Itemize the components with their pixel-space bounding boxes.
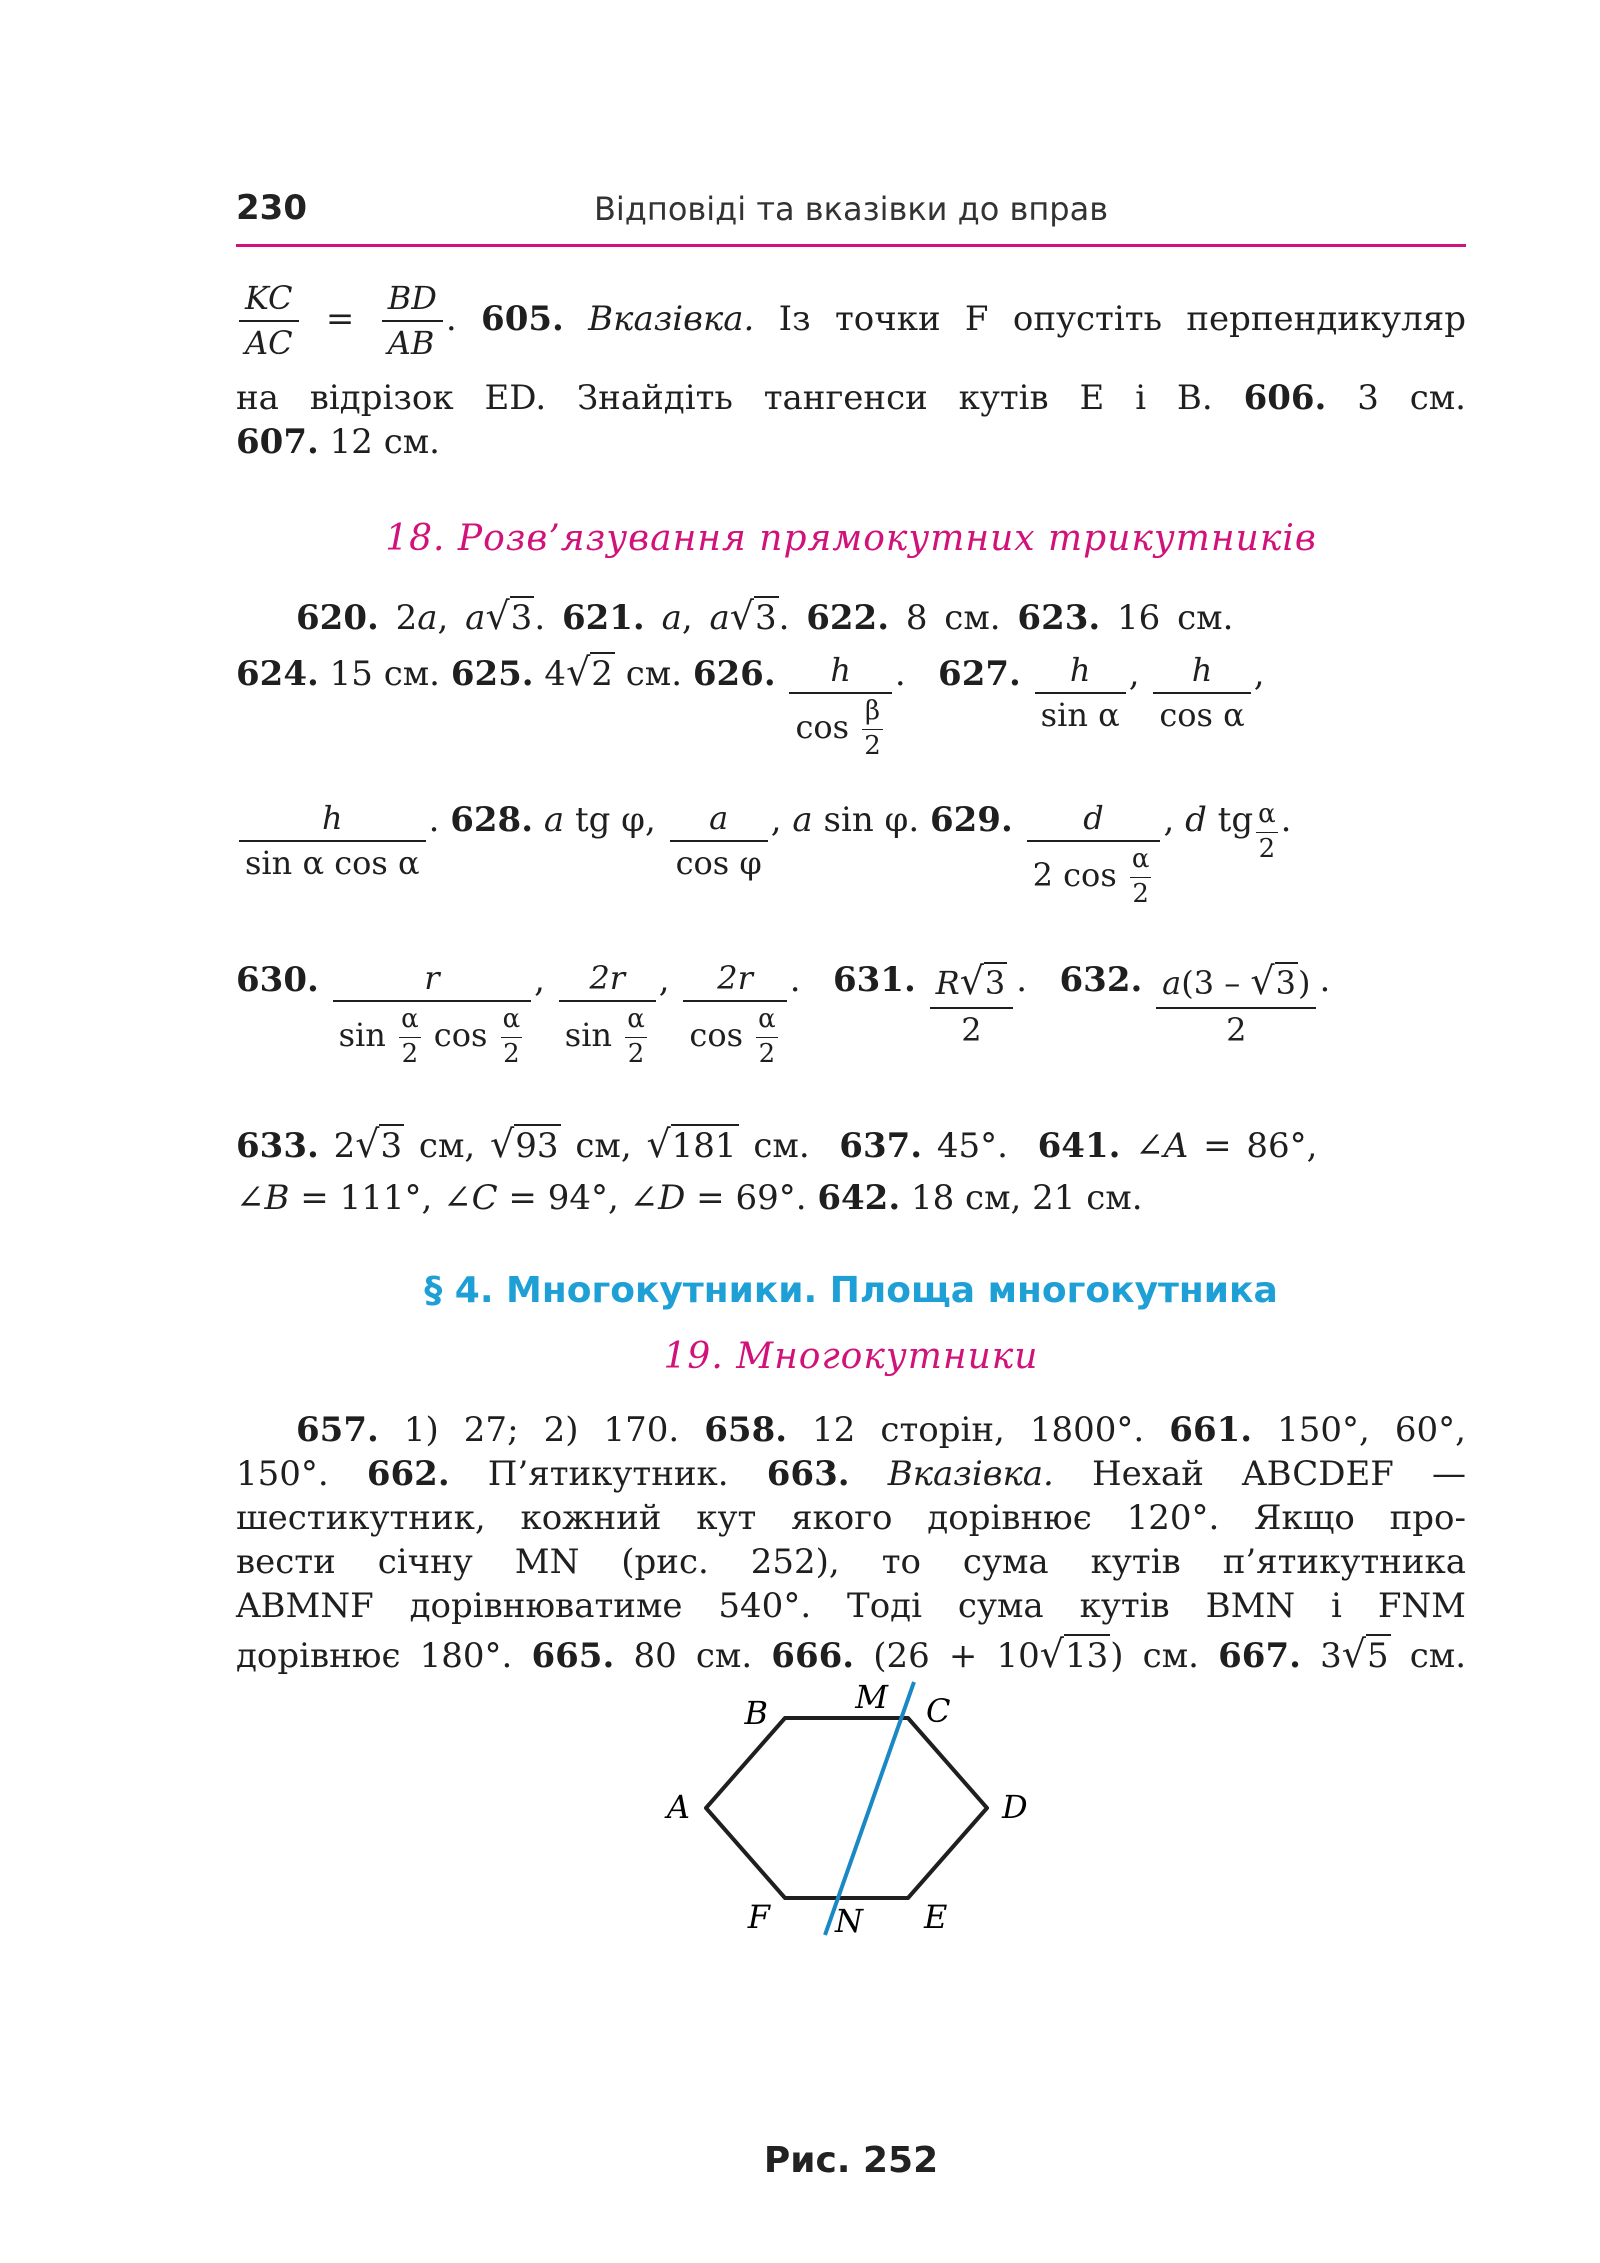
answer-line-641: ∠B = 111°, ∠C = 94°, ∠D = 69°. 642. 18 см, 21 см. [236, 1178, 1143, 1218]
label-e: E [924, 1898, 948, 1936]
running-title: Відповіді та вказівки до вправ [593, 190, 1109, 228]
fraction-627a: $\frac{h}{\text{sin α}}$ [1035, 652, 1126, 734]
answer-line-624: 624. 15 см. 625. 4√2 см. 626. h cos $\frac{\beta}{2}$ . 627. $\frac{h}{\text{sin α}}$ , $\frac{h}{\text{cos α}}$ , [236, 650, 1265, 761]
answer-line-657: 657. 1) 27; 2) 170. 658. 12 сторін, 1800°. 661. 150°, 60°, [296, 1410, 1466, 1450]
label-b: B [744, 1694, 768, 1732]
fraction-627c: $\frac{h}{\text{sin α cos α}}$ [239, 800, 426, 882]
fraction-kc-ac: $\frac{KC}{AC}$ [239, 280, 299, 362]
answer-line-662: 150°. 662. П’ятикутник. 663. Вказівка. Нехай ABCDEF — [236, 1454, 1467, 1494]
answer-line-605: $\frac{KC}{AC}$ = $\frac{BD}{AB}$ . 605. Вказівка. Із точки F опустіть перпендикуляр [236, 280, 1466, 362]
section-19-title: 19. Многокутники [663, 1336, 1039, 1377]
answer-line-607: 607. 12 см. [236, 422, 440, 462]
header-rule [236, 244, 1466, 247]
answer-line-620: 620. 2a, a√3. 621. a, a√3. 622. 8 см. 623. 16 см. [296, 594, 1234, 638]
label-f: F [747, 1898, 770, 1936]
label-c: C [926, 1692, 951, 1730]
answer-line-630: 630. r sin $\frac{\alpha}{2}$ cos $\frac{\alpha}{2}$ , 2r sin $\frac{\alpha}{2}$ , 2r cos $\frac{\alpha}{2}$ . 631. $\frac{R√3}{2}$ . 632. $\frac{a(3 - √3)}{2}$ . [236, 959, 1331, 1069]
label-n: N [835, 1902, 863, 1940]
answer-line-605-606: на відрізок ED. Знайдіть тангенси кутів E і B. 606. 3 см. [236, 378, 1466, 418]
paragraph-4-title: § 4. Многокутники. Площа многокутника [424, 1270, 1278, 1311]
answer-line-633: 633. 2√3 см, √93 см, √181 см. 637. 45°. 641. ∠A = 86°, [236, 1122, 1318, 1166]
label-m: M [855, 1678, 888, 1716]
answer-line-663-3: вести січну MN (рис. 252), то сума кутів п’ятикутника [236, 1542, 1466, 1582]
fraction-630b: 2r sin $\frac{\alpha}{2}$ [559, 960, 656, 1070]
label-d: D [1002, 1788, 1028, 1826]
fraction-629: d 2 cos $\frac{\alpha}{2}$ [1027, 800, 1161, 910]
fraction-631: $\frac{R√3}{2}$ [930, 960, 1014, 1048]
section-18-title: 18. Розв’язування прямокутних трикутників [385, 518, 1317, 559]
hint-word: Вказівка. [588, 298, 755, 339]
fraction-630a: r sin $\frac{\alpha}{2}$ cos $\frac{\alpha}{2}$ [333, 960, 532, 1070]
fraction-630c: 2r cos $\frac{\alpha}{2}$ [683, 960, 786, 1070]
answer-line-663-2: шестикутник, кожний кут якого дорівнює 120°. Якщо про- [236, 1498, 1466, 1538]
answer-line-665: дорівнює 180°. 665. 80 см. 666. (26 + 10√13) см. 667. 3√5 см. [236, 1632, 1467, 1676]
fraction-626: h cos $\frac{\beta}{2}$ [789, 652, 891, 762]
answer-line-663-4: ABMNF дорівнюватиме 540°. Тоді сума кутів BMN і FNM [236, 1586, 1466, 1626]
page-number: 230 [236, 188, 307, 228]
answer-line-628: $\frac{h}{\text{sin α cos α}}$ . 628. a tg φ, $\frac{a}{\text{cos φ}}$ , a sin φ. 629. d 2 cos $\frac{\alpha}{2}$ , d tg $\frac{\alpha}{2}$ . [236, 800, 1466, 940]
fraction-632: $\frac{a(3 - √3)}{2}$ [1156, 960, 1316, 1048]
label-a: A [666, 1788, 690, 1826]
figure-caption: Рис. 252 [763, 2140, 939, 2181]
fraction-bd-ab: $\frac{BD}{AB}$ [382, 280, 443, 362]
fraction-628: $\frac{a}{\text{cos φ}}$ [670, 800, 768, 882]
hexagon-figure [640, 1678, 1060, 2110]
fraction-627b: $\frac{h}{\text{cos α}}$ [1153, 652, 1250, 734]
